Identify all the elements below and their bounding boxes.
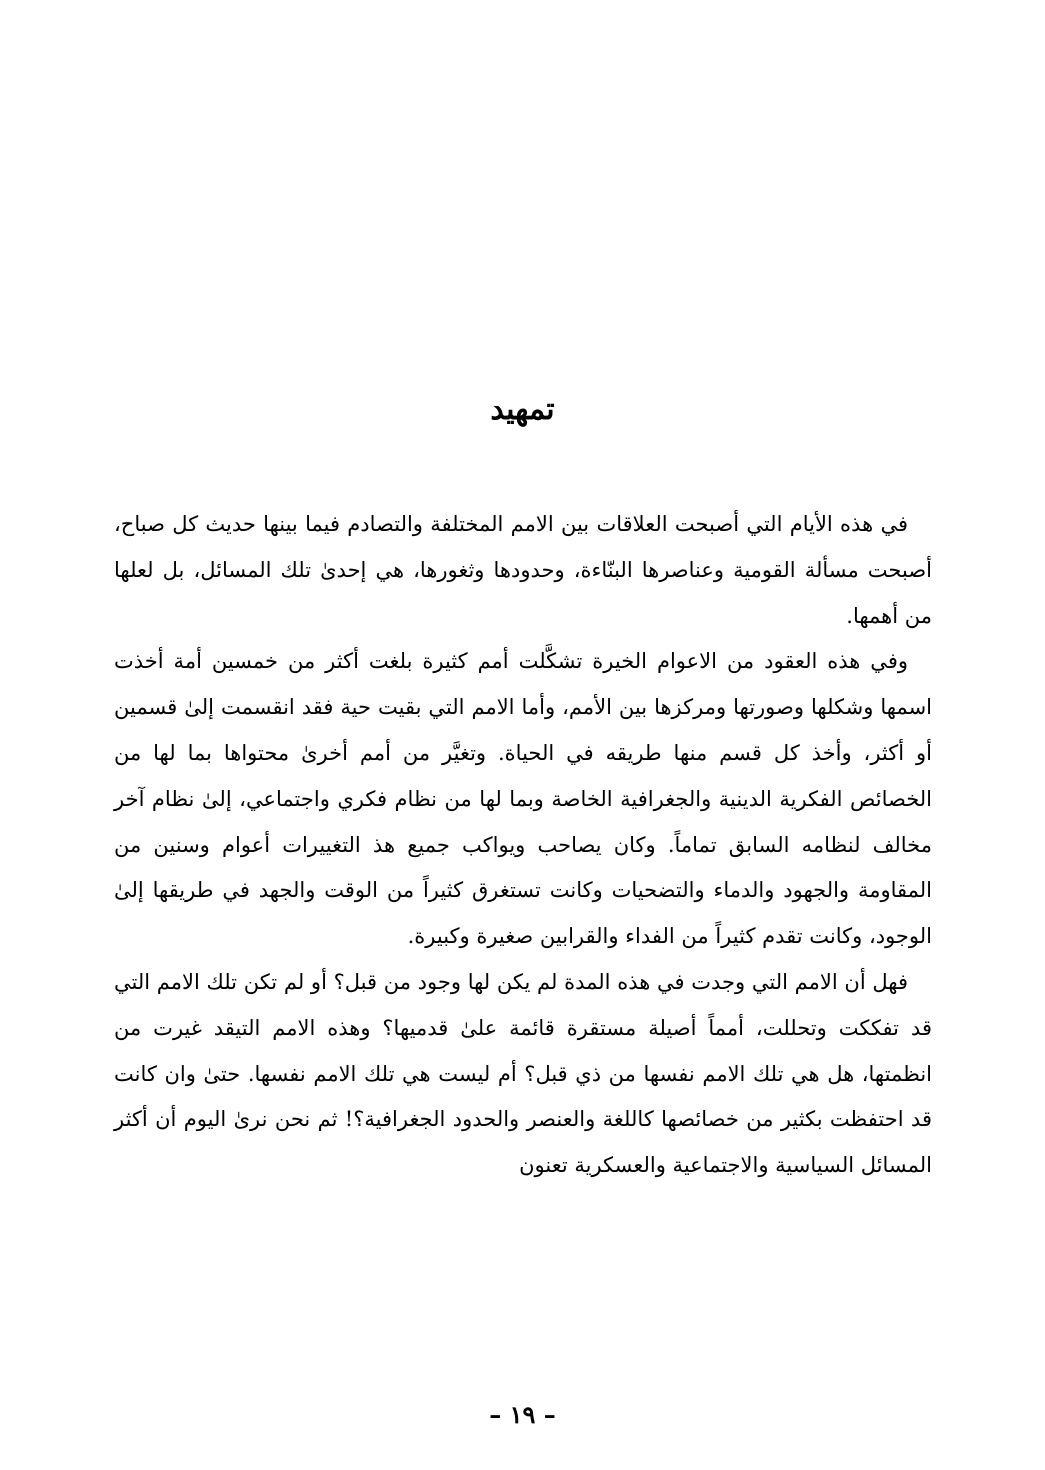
- page-title: تمهيد: [490, 392, 555, 427]
- paragraph-1: في هذه الأيام التي أصبحت العلاقات بين الامم المختلفة والتصادم فيما بينها حديث كل صباح، أصبحت مسألة القومية وعناصرها البنّاءة، وحدودها وثغورها، هي إحدىٰ تلك المسائل، بل لعلها من أهمها.: [114, 512, 932, 628]
- body-text: [114, 502, 932, 1189]
- paragraph-2: وفي هذه العقود من الاعوام الخيرة تشكَّلت أمم كثيرة بلغت أكثر من خمسين أمة أخذت اسمها وشكلها وصورتها ومركزها بين الأمم، وأما الامم التي بقيت حية فقد انقسمت إلىٰ قسمين أو أكثر، وأخذ كل قسم منها طريقه في الحياة. وتغيَّر من أمم أخرىٰ محتواها بما لها من الخصائص الفكرية الدينية والجغرافية الخاصة وبما لها من نظام فكري واجتماعي، إلىٰ نظام آخر مخالف لنظامه السابق تماماً. وكان يصاحب ويواكب جميع هذ التغييرات أعوام وسنين من المقاومة والجهود والدماء والتضحيات وكانت تستغرق كثيراً من الوقت والجهد في طريقها إلىٰ الوجود، وكانت تقدم كثيراً من الفداء والقرابين صغيرة وكبيرة.: [114, 649, 932, 949]
- paragraph-3: فهل أن الامم التي وجدت في هذه المدة لم يكن لها وجود من قبل؟ أو لم تكن تلك الامم التي قد تفككت وتحللت، أمماً أصيلة مستقرة قائمة علىٰ قدميها؟ وهذه الامم التيقد غيرت من انظمتها، هل هي تلك الامم نفسها من ذي قبل؟ أم ليست هي تلك الامم نفسها. حتىٰ وان كانت قد احتفظت بكثير من خصائصها كاللغة والعنصر والحدود الجغرافية؟! ثم نحن نرىٰ اليوم أن أكثر المسائل السياسية والاجتماعية والعسكرية تعنون: [114, 969, 932, 1178]
- page-number: – ١٩ –: [489, 1400, 556, 1429]
